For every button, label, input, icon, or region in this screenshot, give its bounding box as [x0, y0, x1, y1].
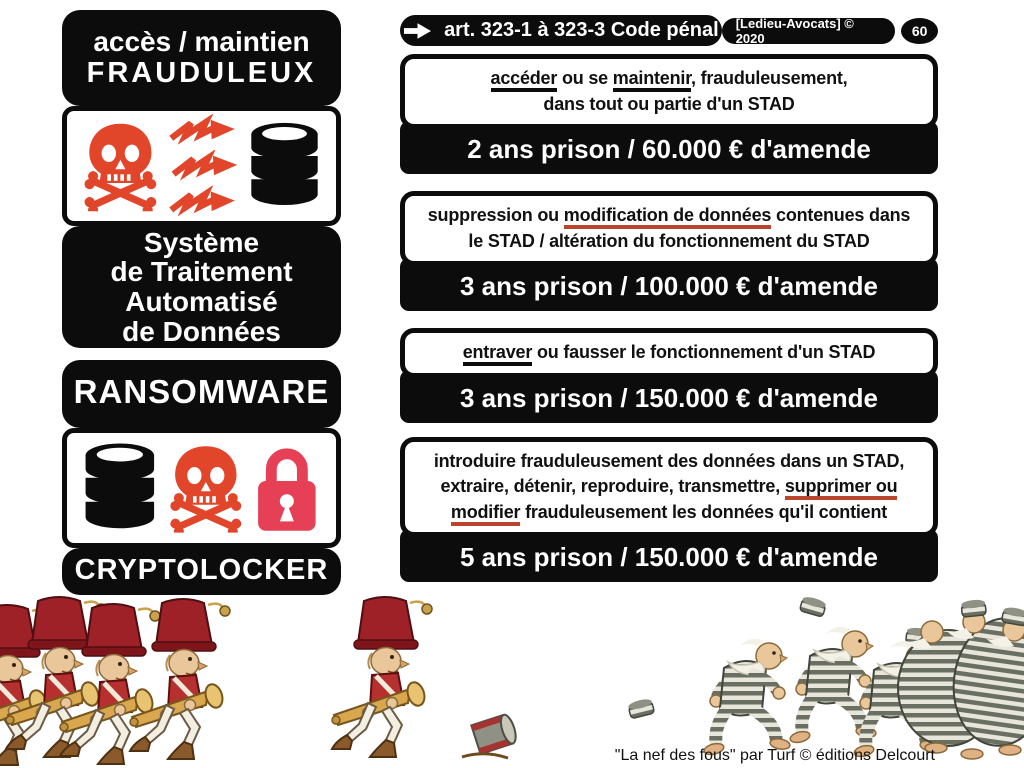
ransomware-label: RANSOMWARE — [62, 360, 341, 428]
law-box-entrave — [400, 328, 938, 423]
title-line-1: accès / maintien — [93, 26, 310, 58]
padlock-icon — [248, 439, 326, 537]
zigzag-arrows-icon — [164, 114, 243, 218]
law-column — [400, 15, 938, 582]
underlined-term: modification de données — [564, 205, 771, 229]
database-icon — [77, 438, 163, 538]
penalty-bar: 5 ans prison / 150.000 € d'amende — [400, 529, 938, 582]
database-icon — [243, 115, 326, 217]
underlined-term: accéder — [491, 68, 558, 92]
running-prisoners-illustration — [614, 588, 1024, 768]
stad-line: Automatisé — [125, 286, 278, 317]
underlined-term: modifier — [451, 502, 520, 526]
prisoner-cluster — [898, 599, 1024, 759]
law-box-modification — [400, 191, 938, 311]
cryptolocker-label: CRYPTOLOCKER — [62, 548, 341, 595]
left-panel — [62, 10, 341, 595]
footer-illustrations — [0, 588, 1024, 768]
marching-fools-illustration — [0, 593, 560, 768]
law-description: entraver ou fausser le fonctionnement d'un STAD — [400, 328, 938, 378]
stad-line: de Données — [122, 315, 281, 347]
law-box-introduction — [400, 437, 938, 583]
title-line-2: FRAUDULEUX — [86, 57, 317, 90]
skull-crossbones-icon — [163, 440, 249, 536]
penalty-bar: 2 ans prison / 60.000 € d'amende — [400, 121, 938, 174]
author-credit-pill: [Ledieu-Avocats] © 2020 — [722, 18, 896, 44]
page-number-badge: 60 — [901, 18, 938, 44]
fraudulent-access-title — [62, 10, 341, 106]
penalty-bar: 3 ans prison / 100.000 € d'amende — [400, 258, 938, 311]
law-description: introduire frauduleusement des données dans un STAD, extraire, détenir, reproduire, transmettre, supprimer ou modifier frauduleusement les données qu'il contient — [400, 437, 938, 538]
cryptolocker-icons-panel — [62, 428, 341, 548]
arrow-right-icon — [403, 21, 432, 41]
underlined-term: maintenir — [613, 68, 691, 92]
penalty-bar: 3 ans prison / 150.000 € d'amende — [400, 370, 938, 423]
law-reference-pill — [400, 15, 722, 46]
header-bar — [400, 15, 938, 46]
stad-line: Système — [143, 226, 260, 258]
skull-crossbones-icon — [77, 115, 164, 217]
law-description: accéder ou se maintenir, frauduleusement, dans tout ou partie d'un STAD — [400, 54, 938, 129]
illustration-credit: "La nef des fous" par Turf © éditions Delcourt — [614, 747, 935, 764]
law-box-access — [400, 54, 938, 174]
stad-definition-box — [62, 226, 341, 348]
law-description: suppression ou modification de données contenues dans le STAD / altération du fonctionnement du STAD — [400, 191, 938, 266]
underlined-term: supprimer ou — [785, 476, 898, 500]
underlined-term: entraver — [463, 342, 532, 366]
law-reference-text: art. 323-1 à 323-3 Code pénal — [444, 19, 719, 41]
attack-icons-panel — [62, 106, 341, 226]
stad-line: de Traitement — [110, 256, 293, 288]
